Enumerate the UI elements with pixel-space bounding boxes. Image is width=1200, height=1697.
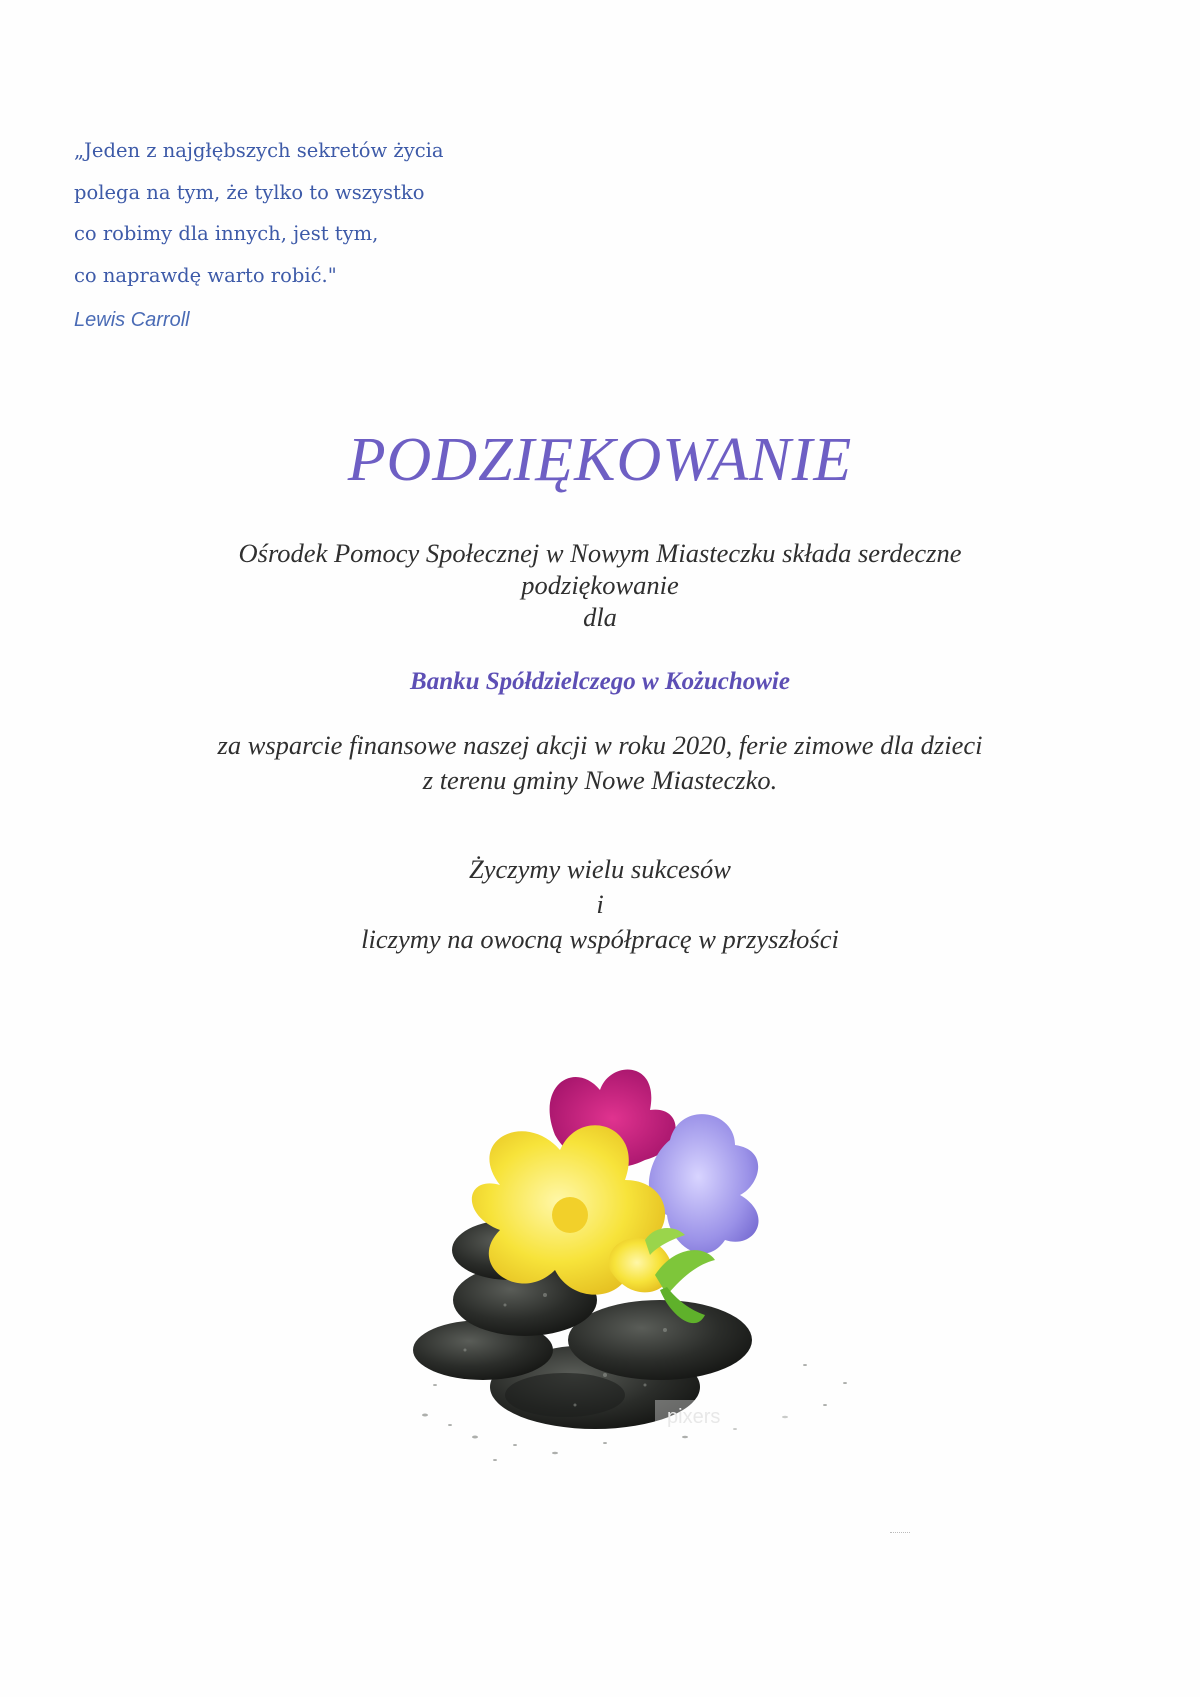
quote-line: polega na tym, że tylko to wszystko [74,180,425,204]
flower-stones-icon [405,1065,865,1470]
wishes-line-1: Życzymy wielu sukcesów [469,854,731,884]
wishes-block [0,852,1200,957]
scan-speck [890,1532,910,1537]
reason-block [0,728,1200,798]
quote-line: „Jeden z najgłębszych sekretów życia [74,139,444,162]
intro-line-3: dla [583,602,617,632]
quote-line: co naprawdę warto robić." [74,263,337,287]
reason-line-1: za wsparcie finansowe naszej akcji w roku 2020, ferie zimowe dla dzieci [217,730,983,760]
quote-block [74,130,444,342]
intro-line-1: Ośrodek Pomocy Społecznej w Nowym Miasteczku składa serdeczne [238,538,962,568]
quote-line: co robimy dla innych, jest tym, [74,222,379,245]
recipient-name: Banku Spółdzielczego w Kożuchowie [410,668,790,695]
watermark-text: pixers [667,1406,721,1428]
wishes-line-2: i [596,889,604,919]
intro-block [0,537,1200,633]
page-title: PODZIĘKOWANIE [347,426,853,494]
intro-line-2: podziękowanie [521,570,679,600]
quote-author: Lewis Carroll [74,309,190,331]
wishes-line-3: liczymy na owocną współpracę w przyszłości [361,924,839,954]
reason-line-2: z terenu gminy Nowe Miasteczko. [422,765,778,795]
